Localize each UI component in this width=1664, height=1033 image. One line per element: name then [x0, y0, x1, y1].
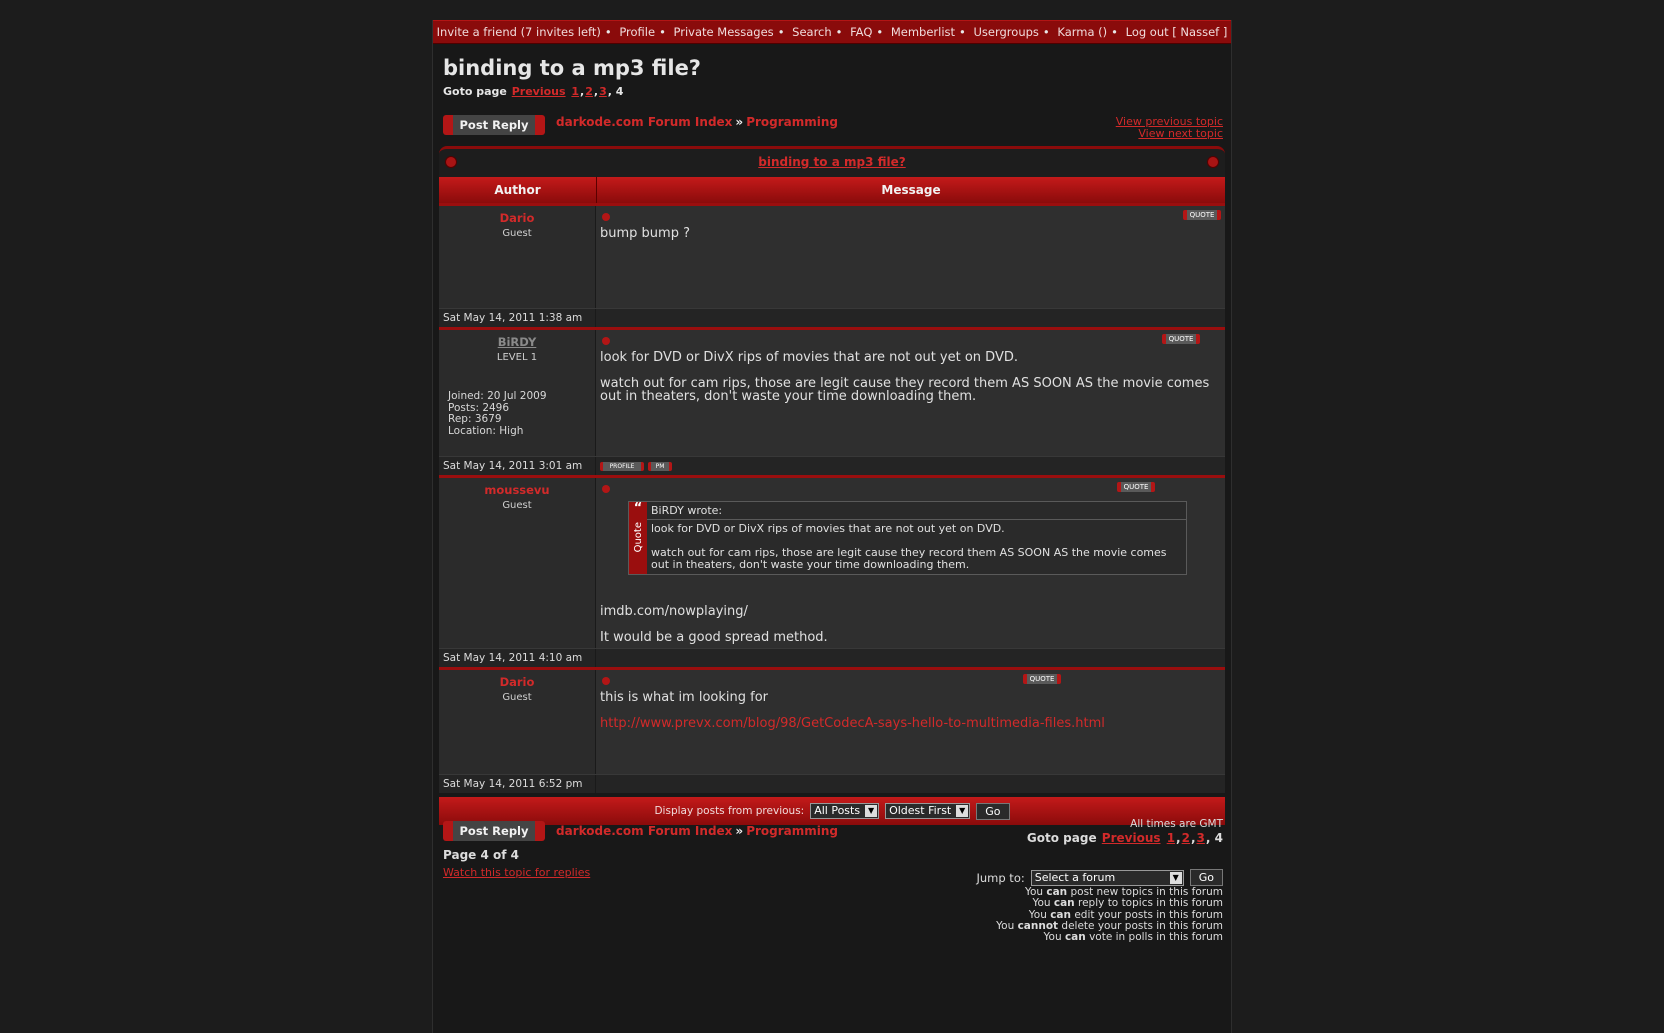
nav-faq[interactable]: FAQ	[850, 25, 873, 39]
timezone-note: All times are GMT	[1130, 818, 1223, 830]
goto-current-page: 4	[615, 85, 624, 98]
goto-page-3[interactable]: 3	[1196, 831, 1205, 845]
post-author-cell	[439, 478, 596, 648]
breadcrumb-separator: »	[735, 115, 744, 129]
display-days-select[interactable]: All Posts ▼	[810, 803, 879, 819]
post-row	[439, 327, 1225, 456]
post-author-cell	[439, 206, 596, 308]
posts-table	[439, 146, 1225, 825]
post-text: watch out for cam rips, those are legit cause they record them AS SOON AS the movie comes out in theaters, don't waste your time downloading them.	[600, 376, 1210, 404]
breadcrumb-forum[interactable]: Programming	[746, 824, 839, 838]
permission-line: You can post new topics in this forum	[1024, 886, 1223, 898]
quote-button[interactable]: QUOTE	[1183, 210, 1221, 220]
table-header	[439, 177, 1225, 203]
caption-dot-icon	[1207, 156, 1219, 168]
post-marker-icon	[602, 213, 610, 221]
post-date: Sat May 14, 2011 3:01 am	[439, 457, 596, 475]
post-footer	[439, 774, 1225, 793]
quote-line: watch out for cam rips, those are legit cause they record them AS SOON AS the movie comes out in theaters, don't waste your time downloading them.	[651, 546, 1167, 571]
post-footer	[439, 648, 1225, 667]
permission-line: You can reply to topics in this forum	[1032, 897, 1223, 910]
nav-private-messages[interactable]: Private Messages	[673, 25, 774, 39]
goto-label: Goto page	[1026, 831, 1097, 845]
post-text: It would be a good spread method.	[600, 630, 828, 645]
goto-page-top: Goto page Previous 1,2,3, 4	[443, 85, 624, 98]
post-body	[596, 330, 1225, 456]
table-caption	[439, 146, 1225, 177]
author-name[interactable]: Dario	[499, 211, 535, 225]
message-column-header: Message	[881, 183, 941, 197]
breadcrumb-separator: »	[735, 824, 744, 838]
post-body	[596, 670, 1225, 774]
breadcrumb-bottom	[556, 824, 838, 838]
author-rank: Guest	[502, 500, 532, 511]
post-author-cell	[439, 670, 596, 774]
goto-page-1[interactable]: 1	[1166, 831, 1176, 845]
jump-to-form	[976, 869, 1223, 886]
permission-line: You can vote in polls in this forum	[1043, 931, 1223, 944]
author-location: Location: High	[448, 424, 524, 437]
watch-topic-link[interactable]: Watch this topic for replies	[443, 866, 591, 879]
goto-page-1[interactable]: 1	[571, 85, 580, 98]
author-posts: Posts: 2496	[448, 401, 510, 414]
view-next-topic-link[interactable]: View next topic	[1138, 127, 1223, 140]
post-text: this is what im looking for	[600, 690, 769, 705]
nav-usergroups[interactable]: Usergroups	[973, 25, 1039, 39]
post-marker-icon	[602, 677, 610, 685]
post-author-cell	[439, 330, 596, 456]
jump-go-button[interactable]: Go	[1190, 869, 1223, 886]
author-rank: Guest	[502, 692, 532, 703]
post-body	[596, 478, 1225, 648]
jump-label: Jump to:	[976, 870, 1025, 885]
bottom-right-info	[1027, 818, 1223, 845]
topic-navigation	[1116, 116, 1223, 140]
post-link[interactable]: http://www.prevx.com/blog/98/GetCodecA-says-hello-to-multimedia-files.html	[600, 716, 1105, 731]
breadcrumb-index[interactable]: darkode.com Forum Index	[556, 824, 733, 838]
jump-forum-select[interactable]: Select a forum ▼	[1031, 870, 1184, 886]
author-joined: Joined: 20 Jul 2009	[448, 390, 547, 402]
goto-page-bottom: Goto page Previous 1,2,3, 4	[1026, 831, 1223, 845]
post-row	[439, 667, 1225, 774]
nav-karma[interactable]: Karma ()	[1057, 25, 1108, 39]
post-marker-icon	[602, 485, 610, 493]
goto-page-3[interactable]: 3	[599, 85, 607, 98]
author-column-header: Author	[439, 177, 597, 203]
quote-text	[647, 520, 1186, 574]
post-row	[439, 203, 1225, 308]
quote-label: Quote	[632, 522, 644, 553]
post-text: bump bump ?	[600, 226, 690, 241]
quote-button[interactable]: QUOTE	[1023, 674, 1061, 684]
post-row	[439, 475, 1225, 648]
caption-dot-icon	[445, 156, 457, 168]
quote-button[interactable]: QUOTE	[1117, 482, 1155, 492]
goto-page-2[interactable]: 2	[1181, 831, 1190, 845]
author-name[interactable]: moussevu	[484, 483, 550, 497]
author-name[interactable]: Dario	[499, 675, 535, 689]
display-label: Display posts from previous:	[654, 805, 805, 817]
permission-line: You can edit your posts in this forum	[1028, 908, 1223, 921]
nav-search[interactable]: Search	[792, 25, 832, 39]
chevron-down-icon: ▼	[956, 805, 968, 817]
caption-topic-link[interactable]: binding to a mp3 file?	[758, 155, 906, 169]
post-text: look for DVD or DivX rips of movies that are not out yet on DVD.	[600, 350, 1018, 365]
post-date: Sat May 14, 2011 1:38 am	[439, 309, 596, 327]
profile-button[interactable]: PROFILE	[600, 462, 644, 471]
author-rank: LEVEL 1	[496, 352, 538, 363]
pm-button[interactable]: PM	[648, 462, 672, 471]
author-rank: Guest	[502, 228, 532, 239]
topic-title: binding to a mp3 file?	[443, 56, 701, 80]
author-stats	[448, 391, 592, 437]
nav-invite[interactable]: Invite a friend (7 invites left)	[436, 25, 601, 39]
post-footer	[439, 308, 1225, 327]
goto-previous[interactable]: Previous	[1101, 831, 1161, 845]
quote-sidebar	[629, 502, 647, 574]
view-previous-topic-link[interactable]: View previous topic	[1115, 115, 1223, 128]
nav-memberlist[interactable]: Memberlist	[890, 25, 956, 39]
chevron-down-icon: ▼	[865, 805, 877, 817]
quote-mark-icon: “	[633, 501, 643, 516]
breadcrumb-index[interactable]: darkode.com Forum Index	[556, 115, 733, 129]
breadcrumb-top	[556, 115, 838, 129]
post-body	[596, 206, 1225, 308]
post-date: Sat May 14, 2011 6:52 pm	[439, 775, 596, 793]
post-marker-icon	[602, 337, 610, 345]
author-name[interactable]: BiRDY	[497, 335, 537, 349]
chevron-down-icon: ▼	[1170, 872, 1182, 884]
goto-label: Goto page	[443, 85, 507, 98]
display-go-button[interactable]: Go	[976, 803, 1009, 820]
nav-profile[interactable]: Profile	[619, 25, 656, 39]
post-footer	[439, 456, 1225, 475]
quote-line: look for DVD or DivX rips of movies that are not out yet on DVD.	[651, 522, 1005, 535]
display-order-select[interactable]: Oldest First ▼	[885, 803, 970, 819]
author-rep: Rep: 3679	[448, 413, 502, 425]
page-of-label: Page 4 of 4	[443, 848, 519, 862]
post-text: imdb.com/nowplaying/	[600, 604, 748, 619]
post-date: Sat May 14, 2011 4:10 am	[439, 649, 596, 667]
goto-page-2[interactable]: 2	[585, 85, 593, 98]
permissions-list	[996, 887, 1223, 943]
post-reply-button-top[interactable]: Post Reply	[443, 115, 545, 135]
quote-box	[628, 501, 1187, 575]
goto-current-page: 4	[1214, 831, 1223, 845]
breadcrumb-forum[interactable]: Programming	[746, 115, 839, 129]
page-wrapper	[432, 20, 1232, 1033]
top-navigation: Invite a friend (7 invites left) • Profile • Private Messages • Search • FAQ • Memberlist • Usergroups • Karma () • Log out [ Nassef ]	[433, 20, 1231, 44]
permission-line: You cannot delete your posts in this forum	[996, 919, 1223, 932]
goto-previous[interactable]: Previous	[511, 85, 566, 98]
post-reply-button-bottom[interactable]: Post Reply	[443, 821, 545, 841]
nav-logout[interactable]: Log out [ Nassef ]	[1125, 25, 1228, 39]
quote-author: BiRDY wrote:	[647, 502, 1186, 520]
quote-button[interactable]: QUOTE	[1162, 334, 1200, 344]
